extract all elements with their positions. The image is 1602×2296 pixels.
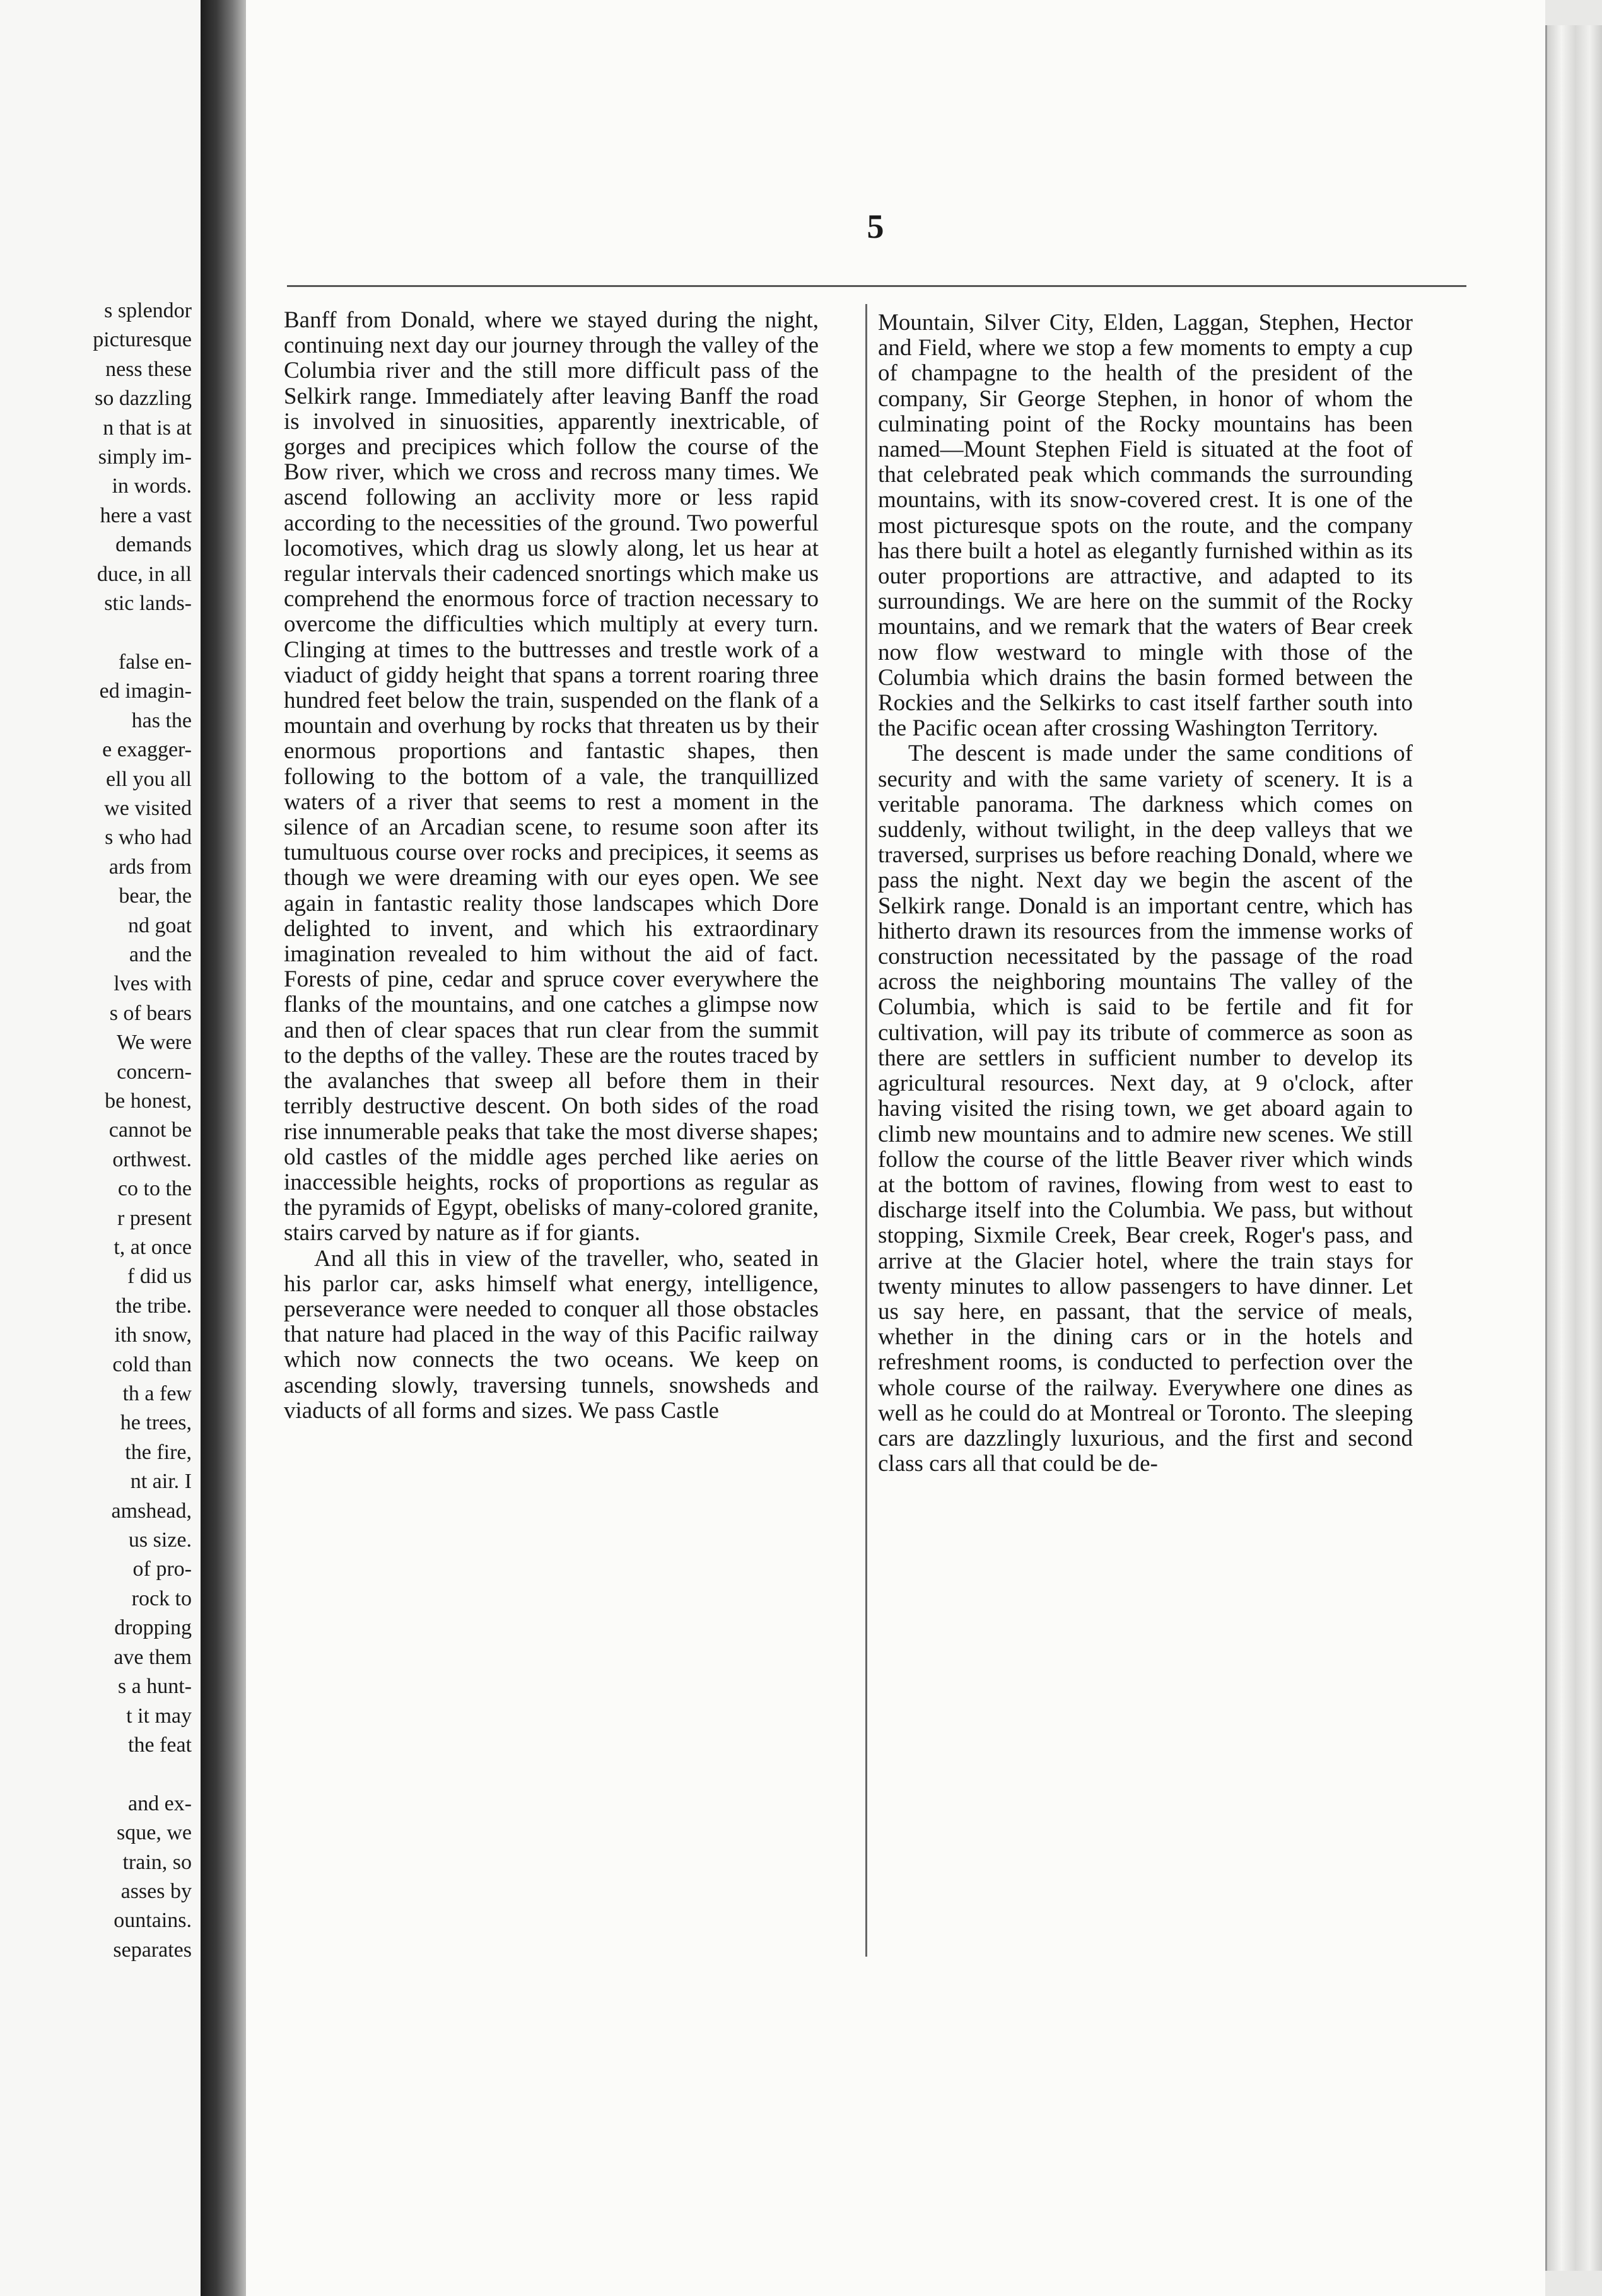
fragment-line: train, so [122, 1850, 192, 1874]
fragment-line: lves with [114, 972, 192, 996]
fragment-line: has the [131, 708, 192, 732]
fragment-line: duce, in all [96, 562, 192, 586]
fragment-line [3, 1760, 192, 1789]
paragraph: And all this in view of the traveller, who, seated in his parlor car, asks himself what energy, intelligence, perseverance were needed to conquer all those obstacles that nature had placed in the way of this Pacific railway which now connects the two oceans. We keep on ascending slowly, traversing tunnels, snowsheds and viaducts of all forms and sizes. We pass Castle [284, 1245, 819, 1424]
fragment-line: the tribe. [115, 1294, 192, 1318]
fragment-line: s splendor [104, 299, 192, 322]
fragment-line: e exagger- [102, 738, 192, 762]
column-divider [865, 304, 867, 1957]
fragment-line: We were [116, 1031, 192, 1055]
fragment-line [3, 618, 192, 647]
fragment-line: th a few [122, 1382, 192, 1406]
fragment-line: orthwest. [112, 1147, 192, 1171]
fragment-line: he trees, [120, 1411, 192, 1435]
fragment-line: of pro- [132, 1557, 192, 1581]
fragment-line: ith snow, [114, 1323, 192, 1347]
fragment-line: co to the [117, 1177, 192, 1201]
fragment-line: be honest, [105, 1089, 192, 1113]
header-rule [287, 285, 1466, 287]
fragment-line: asses by [120, 1879, 192, 1903]
fragment-line: stic lands- [104, 592, 192, 616]
left-column [284, 308, 819, 1424]
paragraph: Mountain, Silver City, Elden, Laggan, Stephen, Hector and Field, where we stop a few moments to empty a cup of champagne to the health of the president of the company, Sir George Stephen, in honor of whom the culminating point of the Rocky mountains has been named—Mount Stephen Field is situated at the foot of that celebrated peak which commands the surrounding mountains, with its snow-covered crest. It is one of the most picturesque spots on the route, and the company has there built a hotel as elegantly furnished within as its outer proportions are attractive, and adapted to its surroundings. We are here on the summit of the Rocky mountains, and we remark that the waters of Bear creek now flow westward to mingle with those of the Columbia which drains the basin formed between the Rockies and the Selkirks to cast itself farther south into the Pacific ocean after crossing Washington Territory. [878, 310, 1413, 742]
fragment-line: ell you all [106, 767, 192, 791]
paragraph: The descent is made under the same conditions of security and with the same variety of scenery. It is a veritable panorama. The darkness which comes on suddenly, without twilight, in the deep valleys that we traversed, surprises us before reaching Donald, where we pass the night. Next day we begin the ascent of the Selkirk range. Donald is an important centre, which has hitherto drawn its resources from the immense works of construction necessitated by the passage of the road across the neighboring mountains The valley of the Columbia, which is said to be fertile and fit for cultivation, will pay its tribute of commerce as soon as there are settlers in sufficient number to develop its agricultural resources. Next day, at 9 o'clock, after having visited the rising town, we get aboard again to climb new mountains and to admire new scenes. We still follow the course of the little Beaver river which winds at the bottom of ravines, flowing from west to east to discharge itself into the Columbia. We pass, but without stopping, Sixmile Creek, Bear creek, Roger's pass, and arrive at the Glacier hotel, where the train stays for twenty minutes to allow passengers to have dinner. Let us say here, en passant, that the service of meals, whether in the dining cars or in the hotels and refreshment rooms, is conducted to perfection over the whole course of the railway. Everywhere one dines as well as he could do at Montreal or Toronto. The sleeping cars are dazzlingly luxurious, and the first and second class cars all that could be de- [878, 741, 1413, 1477]
fragment-line: r present [117, 1206, 192, 1230]
fragment-line: simply im- [98, 445, 192, 469]
fragment-line: f did us [127, 1265, 192, 1289]
fragment-line: amshead, [111, 1499, 192, 1523]
fragment-line: ountains. [114, 1909, 192, 1933]
fragment-line: ards from [108, 855, 192, 879]
fragment-line: the fire, [125, 1440, 192, 1464]
previous-page-text [3, 296, 192, 1965]
fragment-line: s who had [105, 826, 192, 850]
previous-page-fragment [0, 0, 201, 2296]
right-column [878, 310, 1413, 1477]
page-edges [1545, 25, 1602, 2271]
fragment-line: t it may [126, 1704, 192, 1728]
fragment-line: demands [115, 533, 192, 557]
fragment-line: picturesque [93, 328, 192, 352]
fragment-line: so dazzling [95, 387, 192, 411]
fragment-line: false en- [118, 650, 192, 674]
fragment-line: in words. [112, 474, 192, 498]
fragment-line: n that is at [103, 416, 192, 440]
fragment-line: ave them [114, 1645, 192, 1669]
fragment-line: the feat [128, 1733, 192, 1757]
fragment-line: and ex- [127, 1791, 192, 1815]
fragment-line: dropping [114, 1616, 192, 1640]
fragment-line: we visited [104, 796, 192, 820]
fragment-line: cannot be [108, 1118, 192, 1142]
fragment-line: nd goat [127, 913, 192, 937]
fragment-line: concern- [117, 1060, 192, 1084]
paragraph: Banff from Donald, where we stayed during the night, continuing next day our journey through the valley of the Columbia river and the still more difficult pass of the Selkirk range. Immediately after leaving Banff the road is involved in sinuosities, apparently inextricable, of gorges and precipices which follow the course of the Bow river, which we cross and recross many times. We ascend following an acclivity more or less rapid according to the necessities of the ground. Two powerful locomotives, which drag us slowly along, let us hear at regular intervals their cadenced snortings which make us comprehend the enormous force of traction necessary to overcome the difficulties which multiply at every turn. Clinging at times to the buttresses and trestle work of a viaduct of giddy height that spans a torrent roaring three hundred feet below the train, suspended on the flank of a mountain and overhung by rocks that threaten us by their enormous proportions and fantastic shapes, then following to the bottom of a vale, the tranquillized waters of a river that seems to rest a moment in the silence of an Arcadian scene, to resume soon after its tumultuous course over rocks and precipices, it seems as though we were dreaming with our eyes open. We see again in fantastic reality those landscapes which Dore delighted to invent, and which his extraordinary imagination revealed to him without the aid of fact. Forests of pine, cedar and spruce cover everywhere the flanks of the mountains, and one catches a glimpse now and then of clear spaces that run clear from the summit to the depths of the valley. These are the routes traced by the avalanches that sweep all before them in their terribly destructive descent. On both sides of the road rise innumerable peaks that take the most diverse shapes; old castles of the middle ages perched like aeries on inaccessible heights, rocks of proportions as regular as the pyramids of Egypt, obelisks of many-colored granite, stairs carved by nature as if for giants. [284, 307, 819, 1246]
fragment-line: and the [129, 942, 192, 966]
fragment-line: ness these [105, 357, 192, 381]
fragment-line: cold than [112, 1352, 192, 1376]
fragment-line: bear, the [119, 884, 192, 908]
fragment-line: t, at once [114, 1236, 192, 1259]
fragment-line: ed imagin- [99, 679, 192, 703]
fragment-line: nt air. I [130, 1470, 192, 1494]
fragment-line: sque, we [117, 1821, 192, 1845]
fragment-line: here a vast [100, 503, 192, 527]
fragment-line: s a hunt- [117, 1675, 192, 1699]
fragment-line: us size. [128, 1528, 192, 1552]
fragment-line: s of bears [109, 1001, 192, 1025]
fragment-line: separates [113, 1938, 192, 1962]
page-number: 5 [867, 208, 884, 245]
book-gutter [201, 0, 246, 2296]
fragment-line: rock to [131, 1586, 192, 1610]
